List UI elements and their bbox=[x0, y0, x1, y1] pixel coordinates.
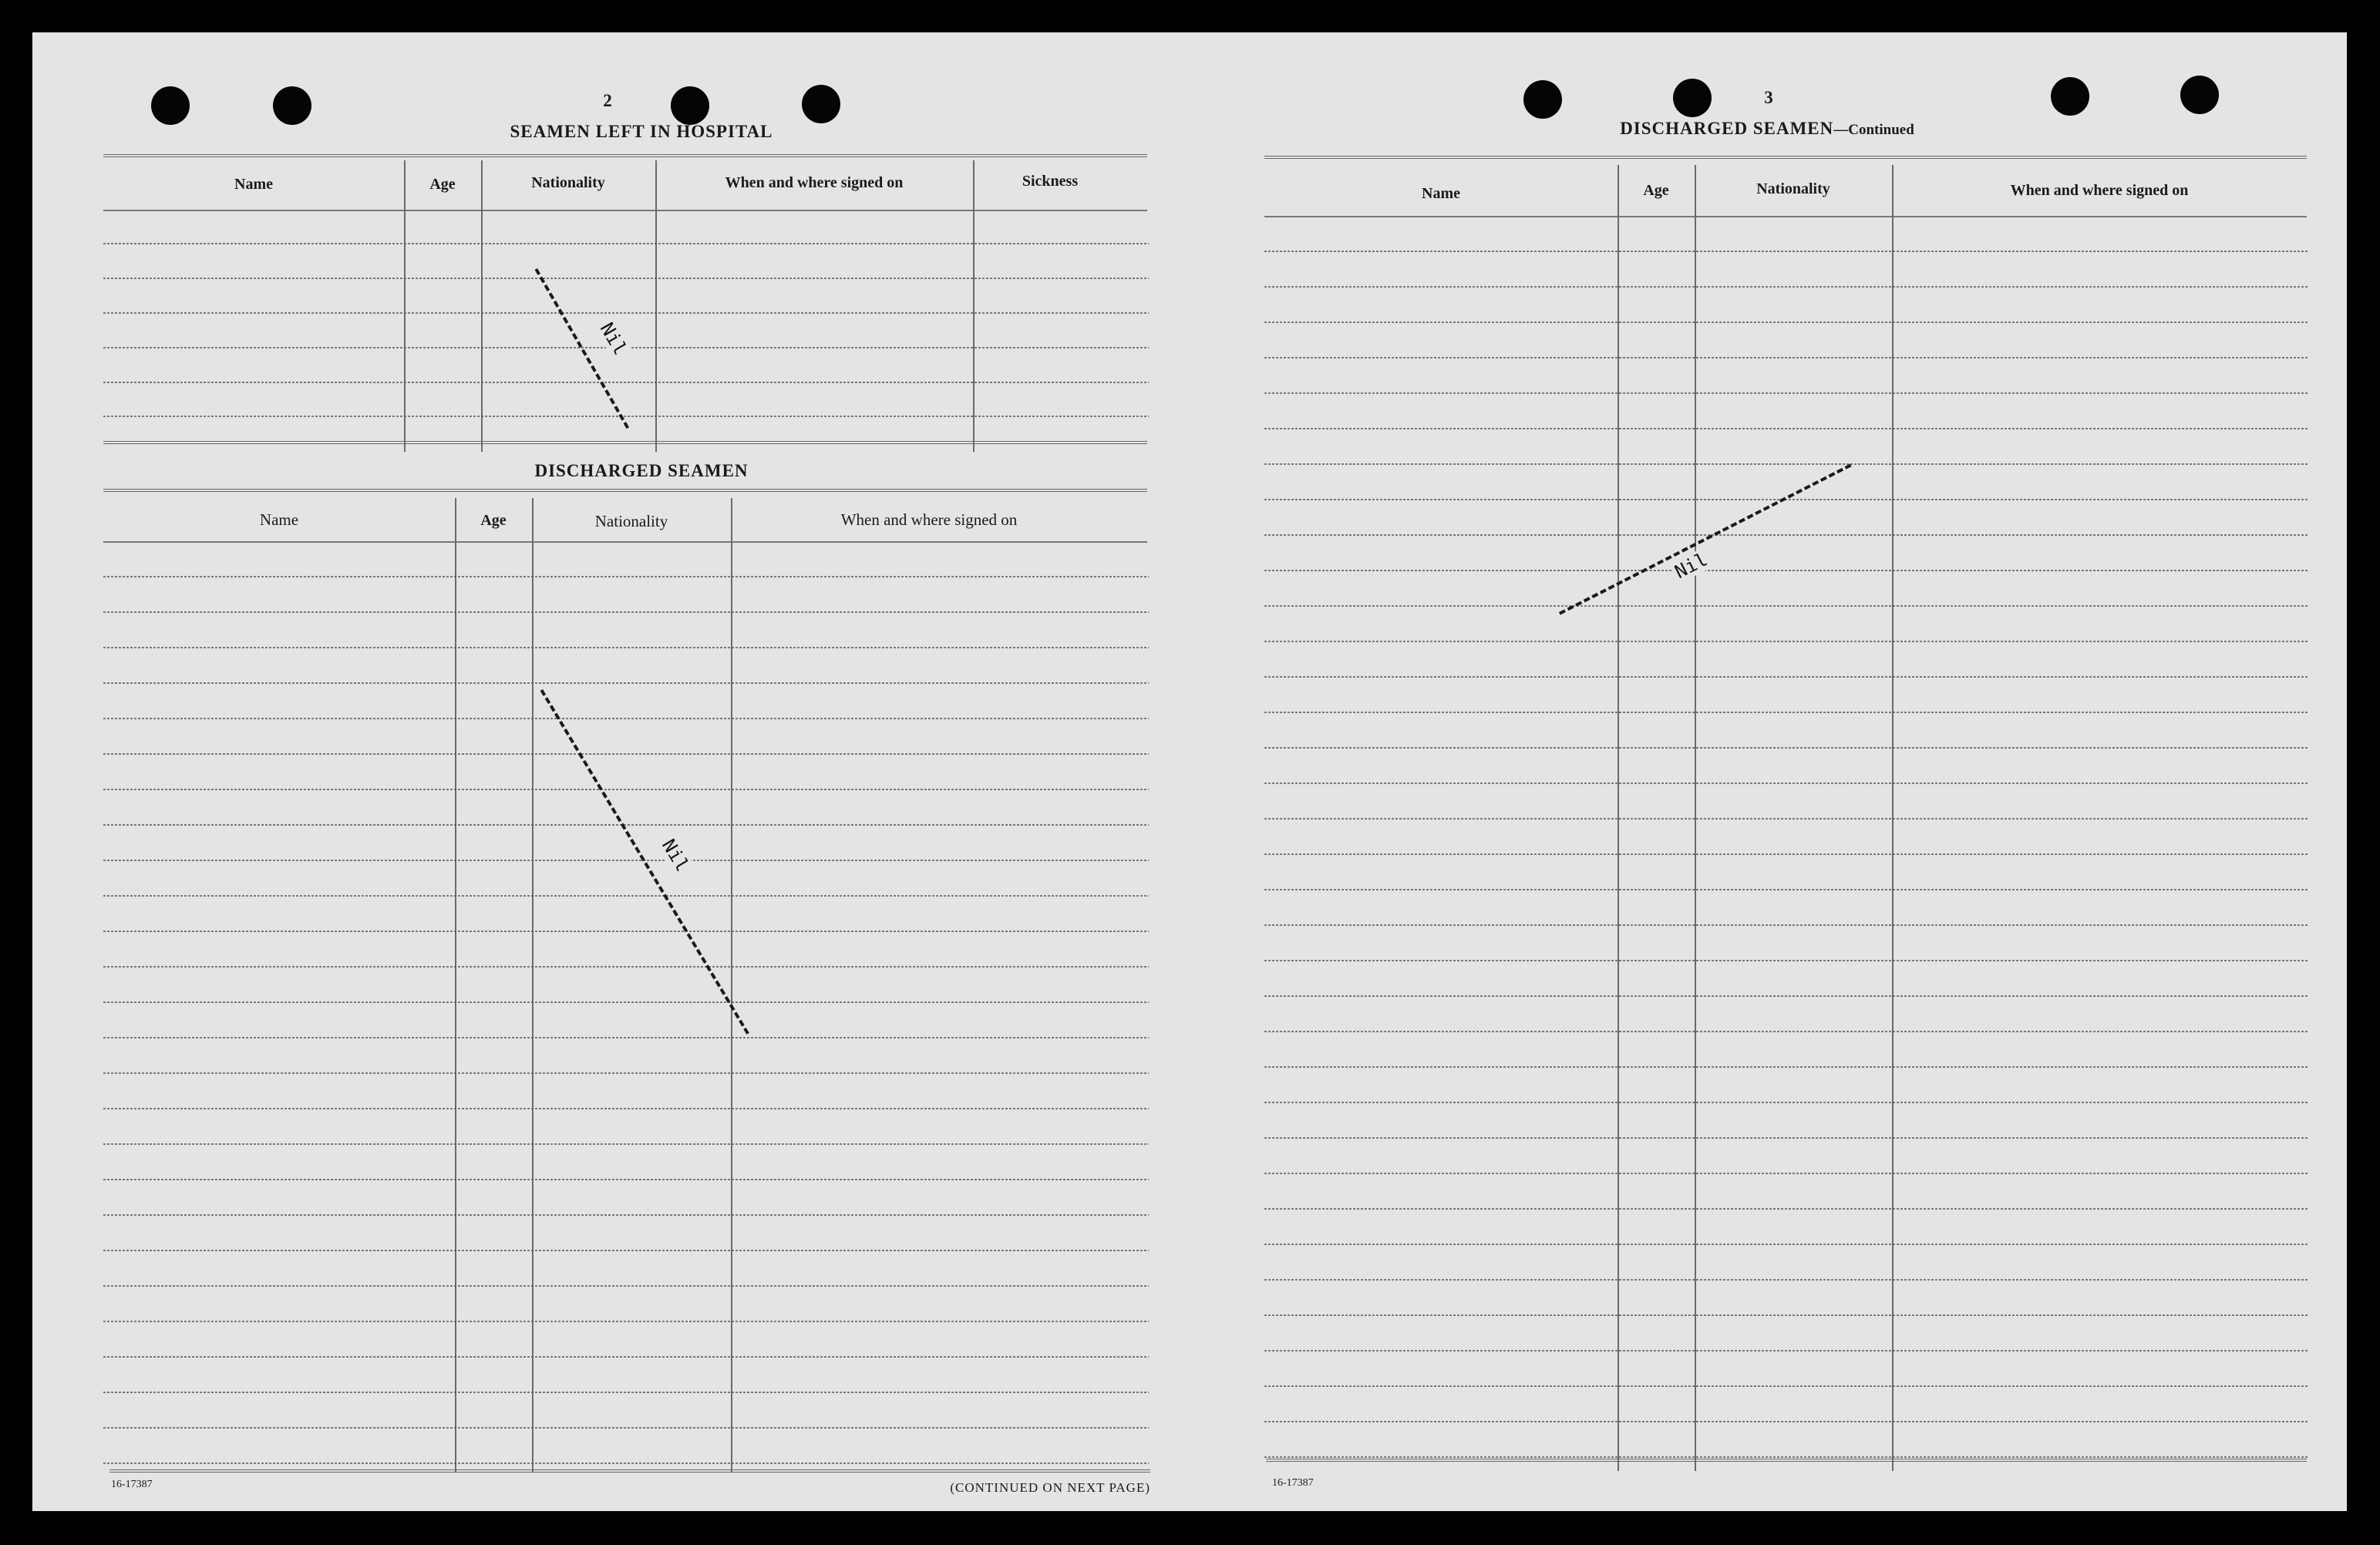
discharged-continued-title bbox=[1497, 119, 2037, 139]
form-sheet bbox=[32, 32, 2347, 1511]
hospital-col-signed-on: When and where signed on bbox=[725, 174, 904, 191]
discharged-col-signed-on: When and where signed on bbox=[840, 510, 1018, 529]
discharged-top-rule bbox=[103, 441, 1147, 446]
page-number: 3 bbox=[1764, 88, 1773, 107]
discharged-row-lines bbox=[103, 541, 1149, 1482]
hospital-section-title: SEAMEN LEFT IN HOSPITAL bbox=[510, 122, 773, 141]
hospital-col-age: Age bbox=[429, 176, 456, 193]
punch-hole bbox=[802, 85, 840, 123]
discharged-col-age: Age bbox=[480, 512, 507, 529]
right-col-signed-on: When and where signed on bbox=[2010, 182, 2189, 199]
discharged-col-name: Name bbox=[259, 510, 299, 529]
title-continued-suffix: —Continued bbox=[1833, 122, 1914, 138]
right-col-name: Name bbox=[1422, 185, 1460, 202]
punch-hole bbox=[2180, 76, 2219, 114]
right-bottom-rule bbox=[1266, 1459, 2307, 1464]
left-bottom-rule bbox=[109, 1469, 1150, 1475]
hospital-col-sickness: Sickness bbox=[1022, 173, 1079, 190]
punch-hole bbox=[151, 86, 190, 125]
hospital-top-rule bbox=[103, 154, 1147, 160]
discharged-col-nationality: Nationality bbox=[594, 512, 668, 530]
punch-hole bbox=[1673, 79, 1712, 117]
discharged-nil-entry: Nil bbox=[658, 835, 694, 876]
continued-note: (CONTINUED ON NEXT PAGE) bbox=[950, 1480, 1150, 1495]
form-number: 16-17387 bbox=[111, 1479, 153, 1490]
discharged-section-title: DISCHARGED SEAMEN bbox=[534, 461, 749, 480]
form-number: 16-17387 bbox=[1272, 1477, 1314, 1489]
hospital-nil-entry: Nil bbox=[595, 318, 631, 359]
right-row-lines bbox=[1264, 216, 2308, 1480]
punch-hole bbox=[2051, 77, 2089, 116]
hospital-col-name: Name bbox=[234, 176, 273, 193]
right-top-rule bbox=[1264, 156, 2307, 161]
discharged-continued-title-text: DISCHARGED SEAMEN bbox=[1620, 119, 1834, 138]
punch-hole bbox=[671, 86, 709, 125]
hospital-col-nationality: Nationality bbox=[531, 174, 605, 191]
punch-hole bbox=[273, 86, 311, 125]
right-nil-entry: Nil bbox=[1671, 548, 1712, 584]
page-number: 2 bbox=[603, 91, 612, 110]
right-col-age: Age bbox=[1643, 182, 1669, 199]
punch-hole bbox=[1523, 80, 1562, 119]
discharged-title-rule bbox=[103, 489, 1147, 494]
right-col-nationality: Nationality bbox=[1756, 180, 1830, 197]
